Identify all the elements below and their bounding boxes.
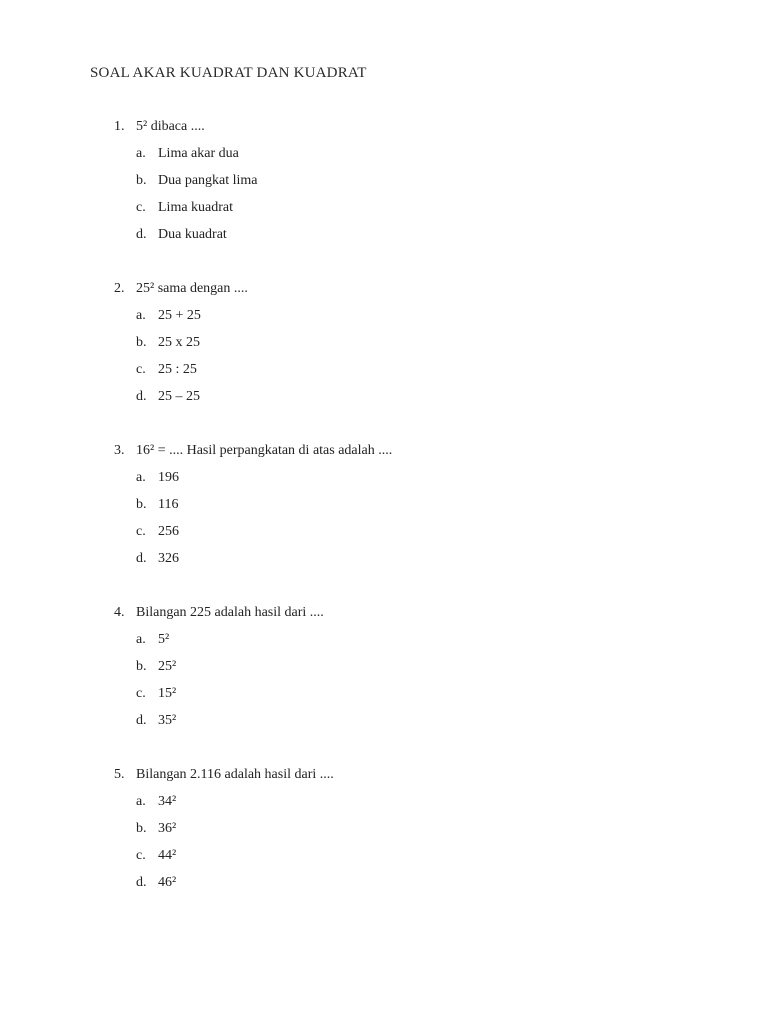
question-text: 16² = .... Hasil perpangkatan di atas adalah .... [136,443,393,458]
option-letter: c. [136,200,146,215]
option-text: Lima kuadrat [158,200,234,215]
option-letter: c. [136,686,146,701]
option-letter: a. [136,470,146,485]
question-number: 3. [114,443,125,458]
answer-option [0,680,768,707]
answer-option [0,653,768,680]
question-text: Bilangan 225 adalah hasil dari .... [136,605,324,620]
option-text: 25² [158,659,177,674]
option-text: 5² [158,632,170,647]
answer-option [0,788,768,815]
option-text: Lima akar dua [158,146,239,161]
answer-option [0,545,768,572]
question-number: 4. [114,605,125,620]
answer-option [0,869,768,896]
option-text: 116 [158,497,179,512]
question-number: 5. [114,767,125,782]
answer-option [0,302,768,329]
answer-option [0,167,768,194]
option-letter: a. [136,632,146,647]
answer-option [0,842,768,869]
option-letter: b. [136,659,147,674]
option-letter: d. [136,227,147,242]
answer-option [0,815,768,842]
question-list [0,113,768,923]
option-letter: a. [136,146,146,161]
option-letter: a. [136,794,146,809]
question-item [0,761,768,923]
answer-option [0,221,768,248]
option-letter: b. [136,173,147,188]
option-text: 25 – 25 [158,389,200,404]
question-text: Bilangan 2.116 adalah hasil dari .... [136,767,334,782]
option-text: 46² [158,875,177,890]
option-letter: d. [136,389,147,404]
answer-option [0,383,768,410]
answer-option [0,626,768,653]
question-line [0,437,768,464]
option-text: 326 [158,551,179,566]
answer-option [0,518,768,545]
option-letter: b. [136,335,147,350]
option-letter: b. [136,821,147,836]
answer-option [0,329,768,356]
answer-option [0,194,768,221]
option-letter: d. [136,551,147,566]
answer-option [0,356,768,383]
option-text: Dua kuadrat [158,227,227,242]
answer-option [0,707,768,734]
question-item [0,437,768,599]
option-text: 196 [158,470,179,485]
question-line [0,599,768,626]
document-title: SOAL AKAR KUADRAT DAN KUADRAT [90,65,367,81]
option-text: 25 x 25 [158,335,200,350]
question-text: 5² dibaca .... [136,119,205,134]
question-item [0,113,768,275]
question-line [0,761,768,788]
question-item [0,275,768,437]
question-number: 1. [114,119,125,134]
question-text: 25² sama dengan .... [136,281,248,296]
question-line [0,113,768,140]
option-letter: c. [136,848,146,863]
question-line [0,275,768,302]
answer-option [0,464,768,491]
option-letter: c. [136,362,146,377]
option-text: 25 + 25 [158,308,201,323]
option-text: 44² [158,848,177,863]
question-number: 2. [114,281,125,296]
question-item [0,599,768,761]
option-letter: b. [136,497,147,512]
option-text: 36² [158,821,177,836]
option-text: 35² [158,713,177,728]
option-text: 25 : 25 [158,362,197,377]
answer-option [0,491,768,518]
answer-option [0,140,768,167]
option-text: Dua pangkat lima [158,173,258,188]
option-text: 256 [158,524,179,539]
option-letter: d. [136,875,147,890]
option-letter: c. [136,524,146,539]
option-letter: d. [136,713,147,728]
option-letter: a. [136,308,146,323]
option-text: 15² [158,686,177,701]
option-text: 34² [158,794,177,809]
